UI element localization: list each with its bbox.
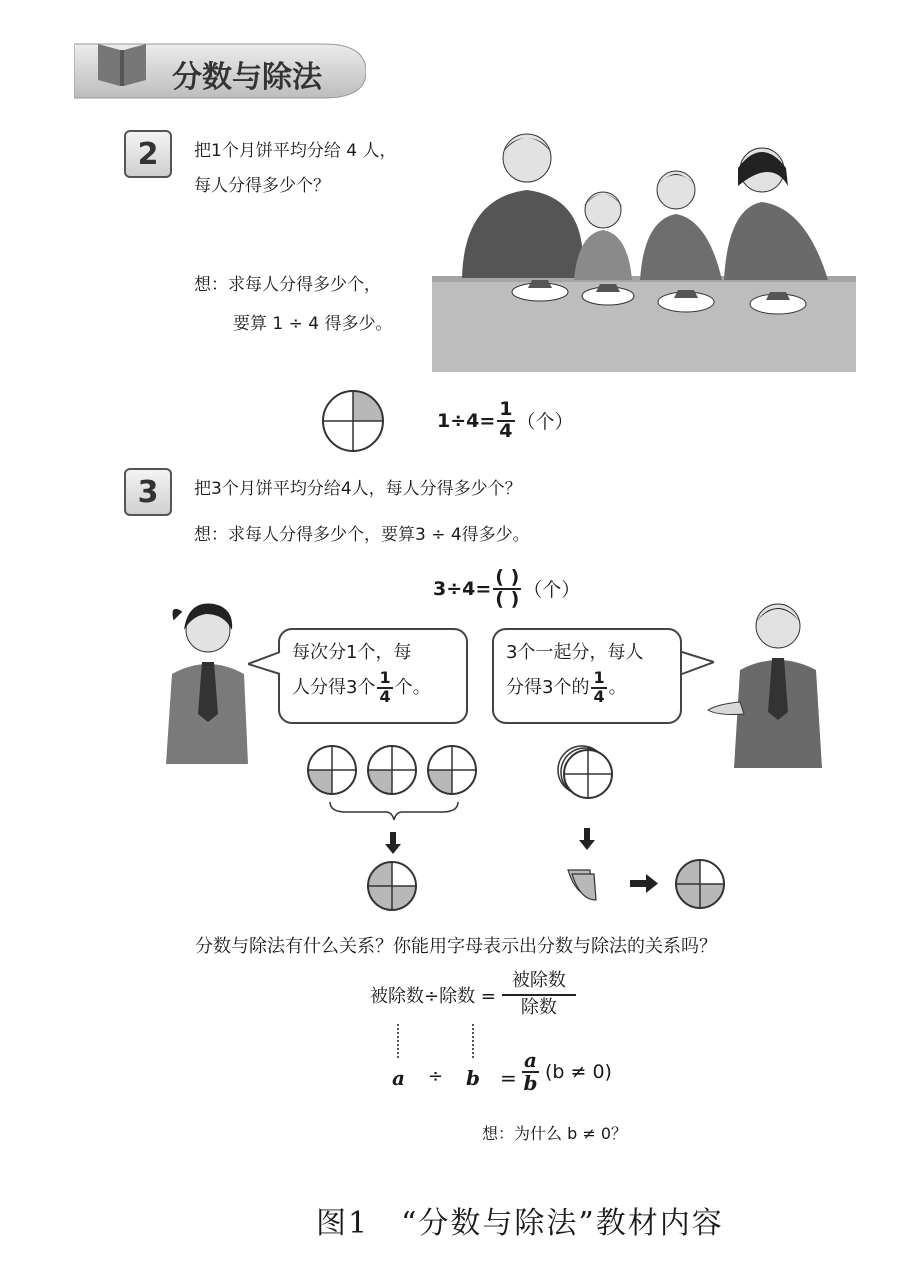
bubble-left-fraction [377, 670, 392, 706]
bubble-right-fraction [591, 670, 606, 706]
letter-frac-den: b [523, 1071, 538, 1095]
ex3-eq-den: ( ) [495, 587, 520, 610]
family-illustration [432, 128, 856, 372]
words-formula-fraction [502, 972, 576, 1018]
ex3-eq-fraction [493, 568, 521, 610]
ex2-question-line1: 把1个月饼平均分给 4 人， [194, 141, 397, 161]
bubble-left-text-a: 人分得3个 [292, 676, 376, 698]
speech-bubble-right [492, 628, 682, 724]
letter-condition: (b ≠ 0) [544, 1061, 612, 1083]
bubble-left-frac-num: 1 [379, 668, 391, 687]
ex2-eq-num: 1 [499, 398, 513, 420]
bubble-right-frac-den: 4 [593, 686, 605, 706]
ex2-equation [437, 400, 574, 442]
speech-bubble-left [278, 628, 468, 724]
words-formula [370, 972, 578, 1018]
page-title: 分数与除法 [172, 60, 322, 95]
relation-think: 想：为什么 b ≠ 0？ [482, 1124, 628, 1143]
words-formula-left: 被除数÷除数 = [370, 985, 496, 1007]
ex2-think-line1: 想：求每人分得多少个， [194, 275, 381, 295]
bubble-left-line2 [292, 670, 454, 706]
bubble-right-text-a: 分得3个的 [506, 676, 590, 698]
figure-caption: 图1 “分数与除法”教材内容 [316, 1206, 724, 1241]
letter-div: ÷ [428, 1066, 444, 1087]
words-formula-den: 除数 [520, 996, 557, 1018]
letter-fraction [520, 1050, 612, 1094]
section-header [74, 36, 366, 100]
three-circles-diagram [296, 740, 492, 920]
ex2-eq-den: 4 [499, 419, 513, 442]
bubble-left-text-b: 个。 [394, 676, 431, 698]
girl-illustration [158, 596, 254, 764]
words-formula-num: 被除数 [502, 972, 576, 996]
ex3-think: 想：求每人分得多少个，要算3 ÷ 4得多少。 [194, 525, 530, 545]
quarter-shaded-circle [320, 388, 386, 454]
relation-question: 分数与除法有什么关系？你能用字母表示出分数与除法的关系吗？ [195, 936, 717, 957]
ex2-eq-fraction [497, 400, 514, 442]
letter-frac-num: a [524, 1048, 537, 1072]
bubble-left-frac-den: 4 [379, 686, 391, 706]
letter-b: b [466, 1066, 480, 1090]
ex2-question-line2: 每人分得多少个？ [194, 176, 330, 196]
ex3-eq-left: 3÷4= [433, 577, 492, 600]
ex3-question: 把3个月饼平均分给4人，每人分得多少个？ [194, 479, 522, 499]
bubble-right-text-b: 。 [608, 676, 627, 698]
letter-a: a [392, 1066, 405, 1090]
bubble-right-frac-num: 1 [593, 668, 605, 687]
bubble-right-tail [680, 648, 714, 678]
letter-eq: = [500, 1066, 517, 1090]
example-2-badge: 2 [124, 130, 172, 178]
ex2-eq-unit: （个） [516, 411, 574, 434]
ex3-eq-num: ( ) [495, 566, 520, 588]
ex2-eq-left: 1÷4= [437, 409, 496, 432]
example-3-badge: 3 [124, 468, 172, 516]
bubble-right-line2 [506, 670, 668, 706]
ex2-think-line2: 要算 1 ÷ 4 得多少。 [233, 314, 393, 334]
bubble-right-line1: 3个一起分，每人 [506, 642, 644, 663]
stacked-circles-diagram [546, 740, 736, 920]
bubble-left-line1: 每次分1个，每 [292, 642, 412, 663]
ex3-eq-unit: （个） [523, 579, 581, 602]
letter-frac [522, 1050, 539, 1094]
dotted-guide-right [472, 1024, 474, 1058]
dotted-guide-left [397, 1024, 399, 1058]
ex3-equation [433, 568, 580, 610]
bubble-left-tail [248, 648, 282, 678]
book-icon [94, 34, 150, 90]
